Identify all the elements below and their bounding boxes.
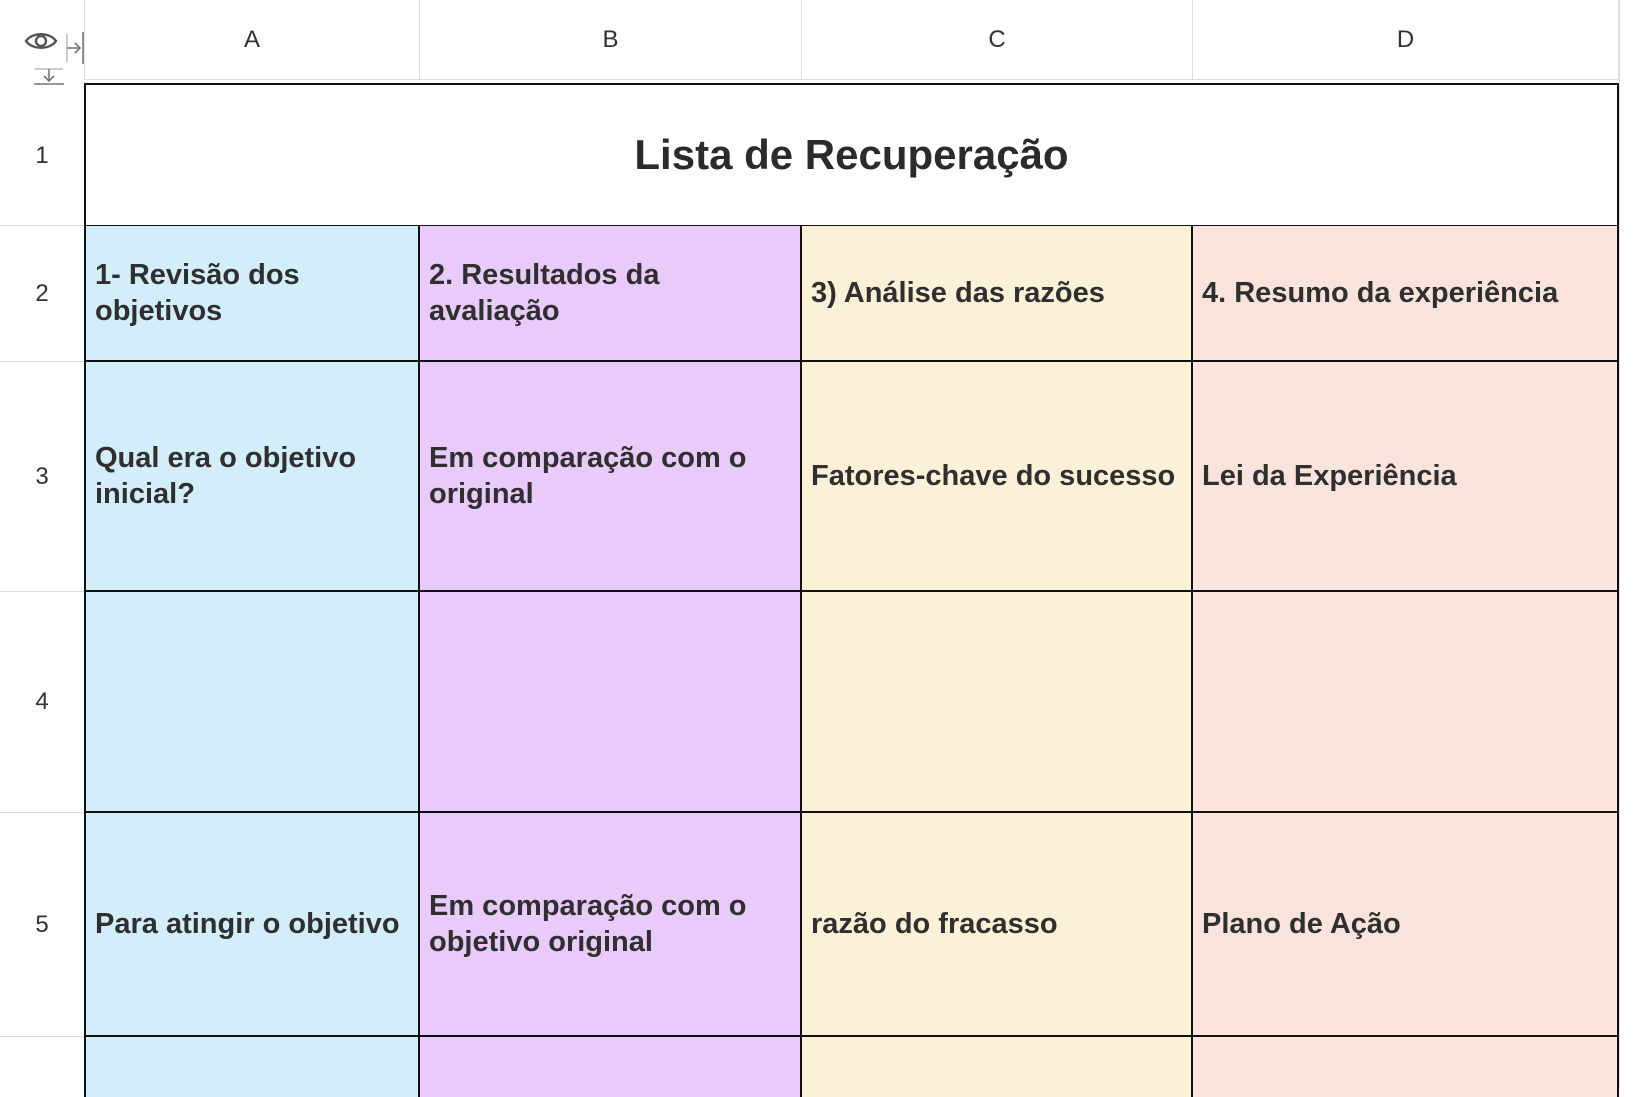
cell-a3[interactable]: Qual era o objetivo inicial? — [84, 362, 420, 592]
cell-b3[interactable]: Em comparação com o original — [420, 362, 802, 592]
cell-d3[interactable]: Lei da Experiência — [1193, 362, 1619, 592]
column-header-a[interactable]: A — [84, 0, 420, 80]
eye-icon[interactable] — [24, 28, 58, 54]
cell-c6[interactable] — [802, 1037, 1193, 1097]
cell-d2[interactable]: 4. Resumo da experiência — [1193, 226, 1619, 362]
cell-b4[interactable] — [420, 592, 802, 813]
row-header-4[interactable]: 4 — [0, 592, 84, 813]
cell-a4[interactable] — [84, 592, 420, 813]
cell-a6[interactable] — [84, 1037, 420, 1097]
cell-d4[interactable] — [1193, 592, 1619, 813]
sheet-right-margin — [1619, 0, 1640, 1089]
cell-c4[interactable] — [802, 592, 1193, 813]
row-header-2[interactable]: 2 — [0, 226, 84, 362]
row-header-5[interactable]: 5 — [0, 813, 84, 1037]
title-cell[interactable]: Lista de Recuperação — [84, 83, 1619, 227]
column-header-c[interactable]: C — [802, 0, 1193, 80]
cell-c3[interactable]: Fatores-chave do sucesso — [802, 362, 1193, 592]
cell-b5[interactable]: Em comparação com o objetivo original — [420, 813, 802, 1037]
row-header-6 — [0, 1037, 84, 1097]
cell-a5[interactable]: Para atingir o objetivo — [84, 813, 420, 1037]
cell-c2[interactable]: 3) Análise das razões — [802, 226, 1193, 362]
cell-b6[interactable] — [420, 1037, 802, 1097]
cell-d5[interactable]: Plano de Ação — [1193, 813, 1619, 1037]
column-header-d[interactable]: D — [1193, 0, 1619, 80]
cell-c5[interactable]: razão do fracasso — [802, 813, 1193, 1037]
row-header-1[interactable]: 1 — [0, 86, 84, 226]
cell-d6[interactable] — [1193, 1037, 1619, 1097]
column-header-b[interactable]: B — [420, 0, 802, 80]
row-header-3[interactable]: 3 — [0, 362, 84, 592]
cell-a2[interactable]: 1- Revisão dos objetivos — [84, 226, 420, 362]
cell-b2[interactable]: 2. Resultados da avaliação — [420, 226, 802, 362]
